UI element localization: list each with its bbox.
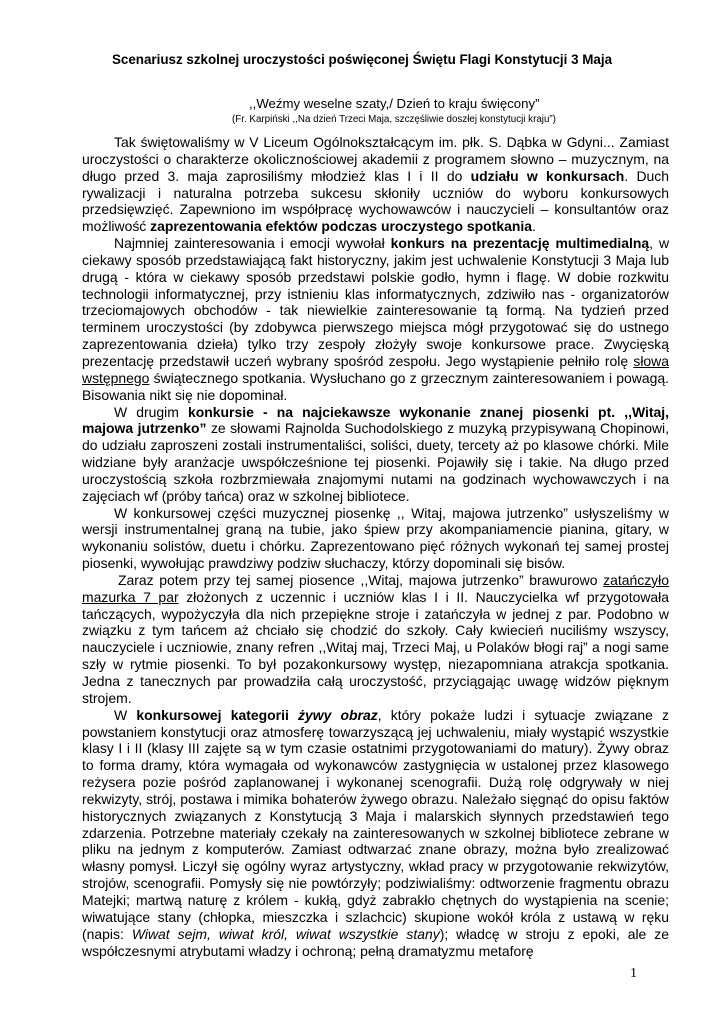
page-number: 1 bbox=[630, 966, 637, 981]
bold-italic-phrase: żywy obraz bbox=[298, 706, 378, 723]
paragraph-3 bbox=[82, 404, 669, 505]
underlined-phrase: słowa wstępnego bbox=[82, 352, 669, 386]
paragraph-6 bbox=[82, 707, 669, 960]
text-run: świątecznego spotkania. Wysłuchano go z grzecznym zainteresowaniem i powagą. Bisowania nikt się nie dopominał. bbox=[82, 369, 669, 403]
motto-quote: ,,Weźmy weselne szaty,/ Dzień to kraju święcony” bbox=[249, 96, 540, 111]
text-run: . bbox=[531, 218, 536, 235]
text-run: . Duch rywalizacji i naturalna potrzeba sukcesu skłoniły uczniów do wyboru konkursowych przedsięwzięć. Zapewniono im współpracę wychowawców i nauczycieli – konsultantów oraz możliwość bbox=[82, 167, 670, 235]
text-run: ); władcę w stroju z epoki, ale ze współczesnymi atrybutami władzy i ochroną; pełną dramatyzmu metaforę bbox=[82, 925, 669, 959]
text-run: złożonych z uczennic i uczniów klas I i II. Nauczycielka wf przygotowała tańczących, wypożyczyła dla nich przepiękne stroje i zatańczyła w jednej z par. Podobno w związku z tym tańcem aż chciało się chodzić do szkoły. Cały kwiecień nuciliśmy wszyscy, nauczyciele i uczniowie, znany refren ,,Witaj maj, Trzeci Maj, u Polaków błogi raj” a nogi same szły w rytmie piosenki. To był pozakonkursowy występ, niezapomniana atrakcja spotkania. Jedna z tanecznych par prowadziła całą uroczystość, przyciągając uwagę widzów pięknym strojem. bbox=[82, 588, 669, 706]
text-run: Zaraz potem przy tej samej piosence ,,Witaj, majowa jutrzenko” brawurowo bbox=[118, 571, 604, 588]
text-run: W bbox=[114, 706, 137, 723]
bold-phrase: udziału w konkursach bbox=[470, 167, 625, 184]
paragraph-4: W konkursowej części muzycznej piosenkę ,, Witaj, majowa jutrzenko” usłyszeliśmy w wersji instrumentalnej graną na tubie, jako śpiew przy akompaniamencie pianina, gitary, w wykonaniu solistów, duetu i chórku. Zaprezentowano pięć różnych wykonań tej samej prostej piosenki, wywołując prawdziwy podziw słuchaczy, którzy dopominali się bisów. bbox=[82, 504, 669, 572]
paragraph-1 bbox=[82, 134, 669, 235]
bold-phrase: konkurs na prezentację multimedialną bbox=[390, 235, 650, 252]
text-run: Tak świętowaliśmy w V Liceum Ogólnokształcącym im. płk. S. Dąbka w Gdyni... Zamiast uroczystości o charakterze okolicznościowej akademii z programem słowno – muzycznym, na długo przed 3. maja zaprosiliśmy młodzież klas I i II do bbox=[82, 134, 669, 184]
text-run: Najmniej zainteresowania i emocji wywołał bbox=[114, 235, 391, 252]
text-run: , który pokaże ludzi i sytuacje związane z powstaniem konstytucji oraz atmosferę towarzyszącą jej uchwaleniu, miały wystąpić wszystkie klasy I i II (klasy III zajęte są w tym czasie ostatnimi przygotowaniami do matury). Żywy obraz to forma dramy, która wymagała od wykonawców zastygnięcia w ustalonej przez klasowego reżysera pozie pośród zaplanowanej i wykonanej scenografii. Dużą rolę odgrywały w niej rekwizyty, strój, postawa i mimika bohaterów żywego obrazu. Należało sięgnąć do opisu faktów historycznych związanych z Konstytucją 3 Maja i malarskich słynnych przedstawień tego zdarzenia. Potrzebne materiały czekały na zainteresowanych w szkolnej bibliotece zebrane w pliku na jednym z komputerów. Zamiast odtwarzać znane obrazy, można było zrealizować własny pomysł. Liczył się ogólny wyraz artystyczny, wkład pracy w przygotowanie rekwizytów, strojów, scenografii. Pomysły się nie powtórzyły; podziwialiśmy: odtworzenie fragmentu obrazu Matejki; martwą naturę z królem - kukłą, gdyż zabrakło chętnych do wystąpienia na scenie; wiwatujące stany (chłopka, mieszczka i szlachcic) skupione wokół króla z ustawą w ręku (napis: bbox=[82, 706, 669, 942]
paragraph-2 bbox=[82, 235, 669, 403]
bold-phrase: konkursowej kategorii bbox=[136, 706, 299, 723]
bold-phrase: zaprezentowania efektów podczas uroczystego spotkania bbox=[150, 218, 532, 235]
text-run: , w ciekawy sposób przedstawiającą fakt historyczny, jakim jest uchwalenie Konstytucji 3 Maja lub drugą - która w ciekawy sposób przedstawi polskie godło, hymn i flagę. W dobie rozkwitu technologii informatycznej, przy istnieniu klas informatycznych, zdziwiło nas - organizatorów trzeciomajowych obchodów - tak niewielkie zainteresowanie tą formą. Na tydzień przed terminem uroczystości (by zdobywca pierwszego miejsca mógł przygotować się do ustnego zaprezentowania dzieła) tylko trzy zespoły złożyły swoje konkursowe prace. Zwycięską prezentację przedstawił uczeń wybrany spośród zespołu. Jego wystąpienie pełniło rolę bbox=[82, 235, 670, 369]
paragraph-5 bbox=[82, 572, 669, 707]
bold-phrase: konkursie - na najciekawsze wykonanie znanej piosenki pt. ,,Witaj, majowa jutrzenko” bbox=[82, 403, 669, 437]
italic-phrase: Wiwat sejm, wiwat król, wiwat wszystkie stany bbox=[131, 925, 440, 942]
document-body bbox=[82, 134, 669, 959]
text-run: W drugim bbox=[114, 403, 188, 420]
text-run: ze słowami Rajnolda Suchodolskiego z muzyką przypisywaną Chopinowi, do udziału zaproszeni zostali instrumentaliści, soliści, duety, tercety aż po klasowe chórki. Mile widziane były aranżacje uwspółcześnione tej piosenki. Pojawiły się i takie. Na długo przed uroczystością szkoła rozbrzmiewała znajomymi nutami na godzinach wychowawczych i na zajęciach wf (próby tańca) oraz w szkolnej bibliotece. bbox=[82, 420, 669, 504]
underlined-phrase: zatańczyło mazurka 7 par bbox=[82, 571, 669, 605]
document-title: Scenariusz szkolnej uroczystości poświęconej Świętu Flagi Konstytucji 3 Maja bbox=[111, 52, 613, 67]
motto-source: (Fr. Karpiński ,,Na dzień Trzeci Maja, szczęśliwie doszłej konstytucji kraju”) bbox=[232, 114, 556, 125]
